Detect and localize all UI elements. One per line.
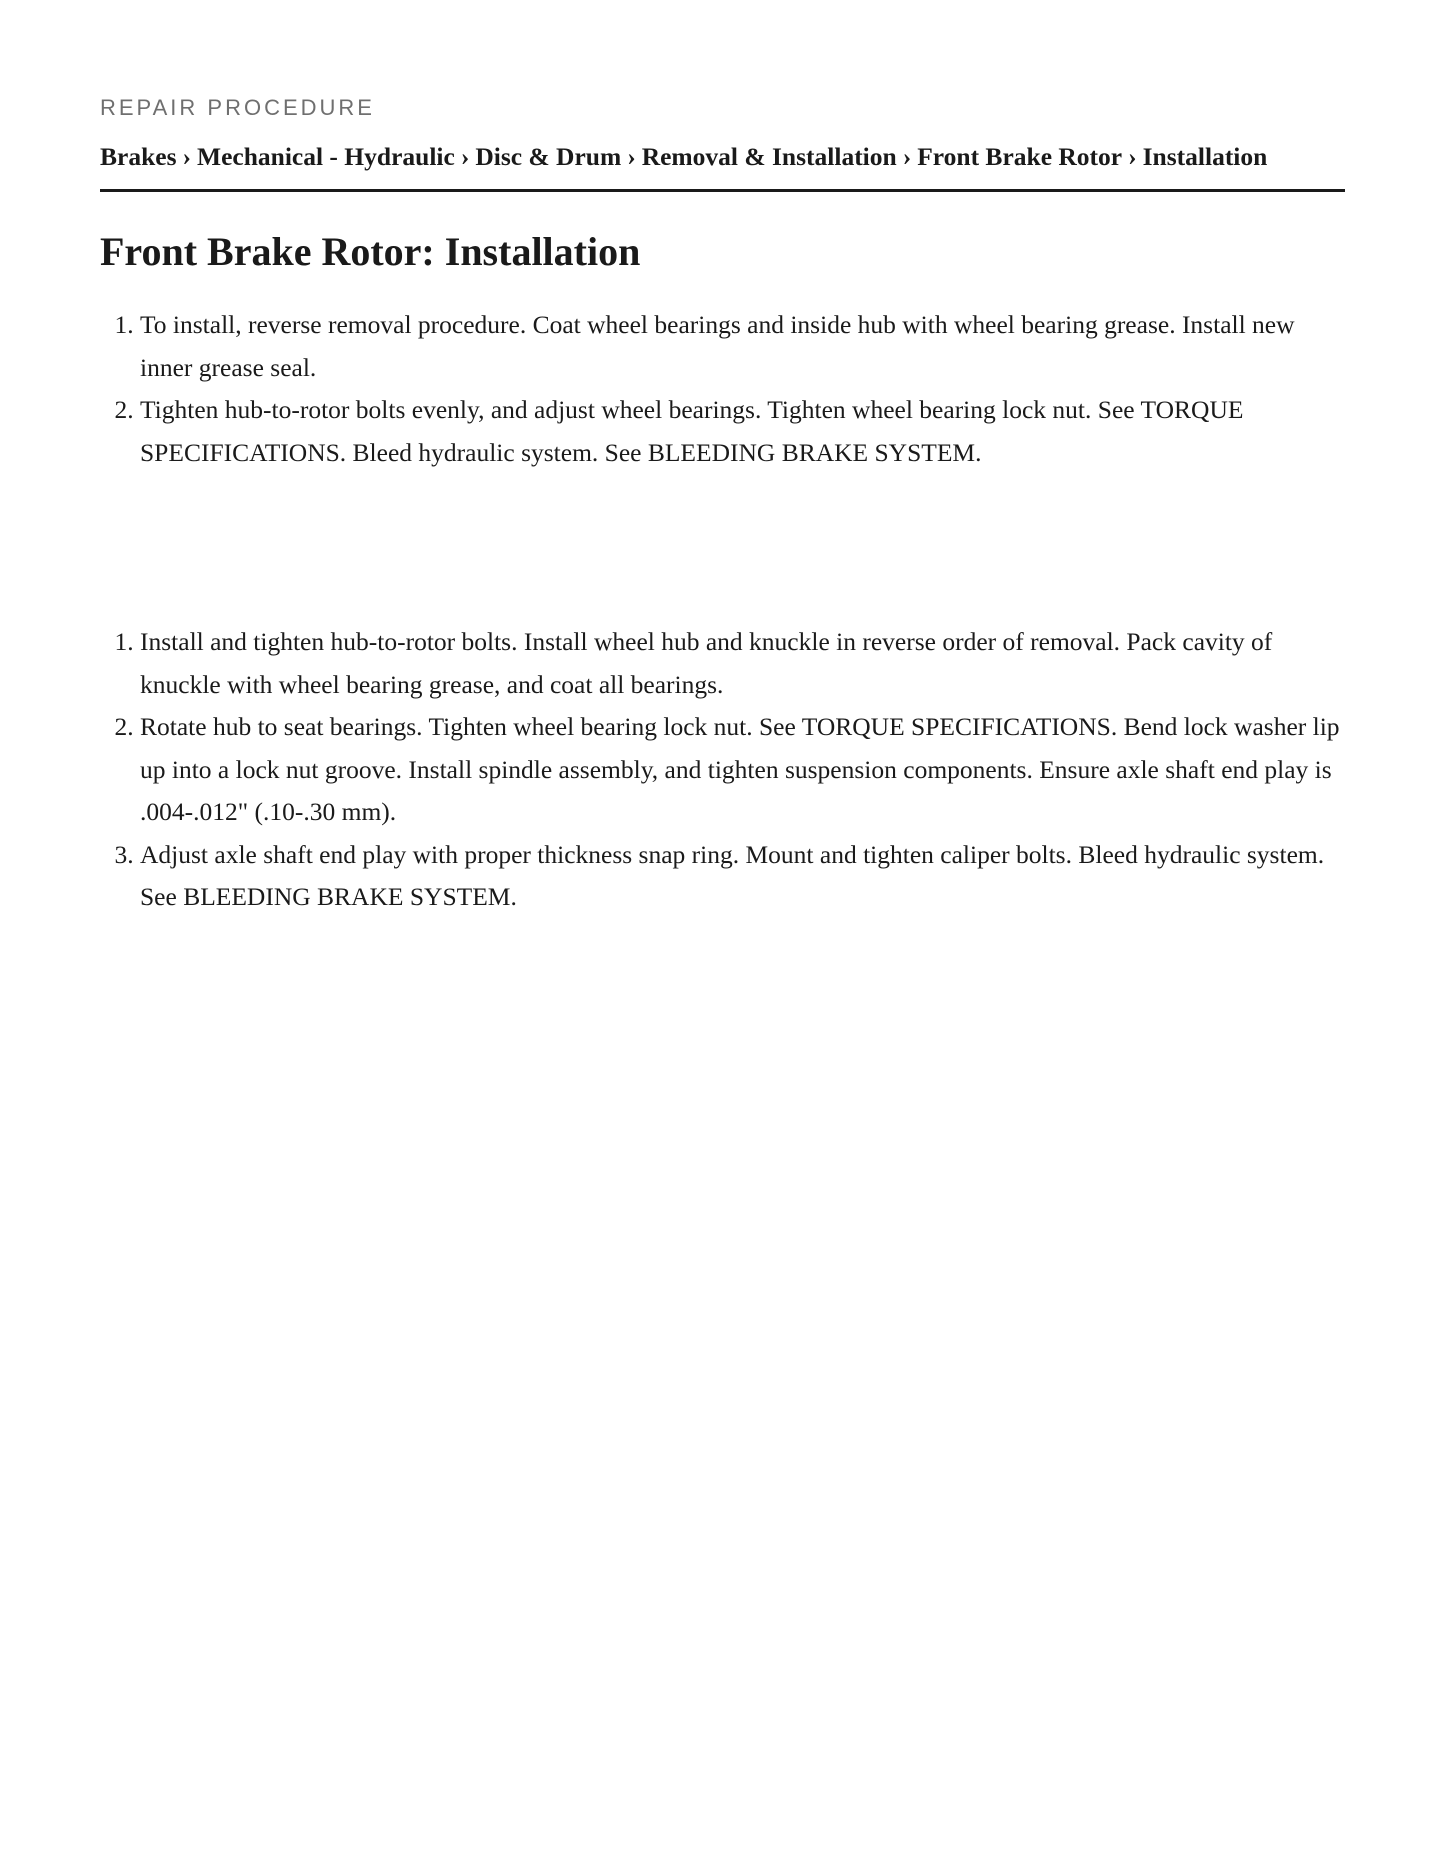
- procedure-list-2: [100, 621, 1345, 919]
- breadcrumb-separator: ›: [627, 142, 636, 171]
- breadcrumb-separator: ›: [1128, 142, 1137, 171]
- procedure-step: 1. Install and tighten hub-to-rotor bolts. Install wheel hub and knuckle in reverse order of removal. Pack cavity of knuckle with wheel bearing grease, and coat all bearings.: [140, 621, 1345, 706]
- page-title: Front Brake Rotor: Installation: [100, 229, 641, 274]
- procedure-step: 3. Adjust axle shaft end play with proper thickness snap ring. Mount and tighten caliper bolts. Bleed hydraulic system. See BLEEDING BRAKE SYSTEM.: [140, 834, 1345, 919]
- breadcrumb-item-removal-installation[interactable]: Removal & Installation: [641, 142, 897, 171]
- breadcrumb: [100, 140, 1345, 174]
- header-divider: [100, 189, 1345, 192]
- breadcrumb-item-installation: Installation: [1142, 142, 1268, 171]
- procedure-step: 1. To install, reverse removal procedure. Coat wheel bearings and inside hub with wheel bearing grease. Install new inner grease seal.: [140, 304, 1345, 389]
- document-page: [0, 0, 1445, 919]
- breadcrumb-item-brakes[interactable]: Brakes: [100, 142, 177, 171]
- breadcrumb-separator: ›: [902, 142, 912, 171]
- breadcrumb-separator: ›: [460, 142, 470, 171]
- breadcrumb-item-disc-drum[interactable]: Disc & Drum: [475, 142, 622, 171]
- breadcrumb-separator: ›: [182, 142, 191, 171]
- breadcrumb-item-front-brake-rotor[interactable]: Front Brake Rotor: [917, 142, 1123, 171]
- breadcrumb-item-mechanical-hydraulic[interactable]: Mechanical - Hydraulic: [197, 142, 455, 171]
- procedure-step: 2. Tighten hub-to-rotor bolts evenly, and adjust wheel bearings. Tighten wheel bearing lock nut. See TORQUE SPECIFICATIONS. Bleed hydraulic system. See BLEEDING BRAKE SYSTEM.: [140, 389, 1345, 474]
- procedure-step: 2. Rotate hub to seat bearings. Tighten wheel bearing lock nut. See TORQUE SPECIFICATIONS. Bend lock washer lip up into a lock nut groove. Install spindle assembly, and tighten suspension components. Ensure axle shaft end play is .004-.012" (.10-.30 mm).: [140, 706, 1345, 834]
- procedure-list-1: [100, 304, 1345, 474]
- section-kicker: REPAIR PROCEDURE: [100, 95, 375, 120]
